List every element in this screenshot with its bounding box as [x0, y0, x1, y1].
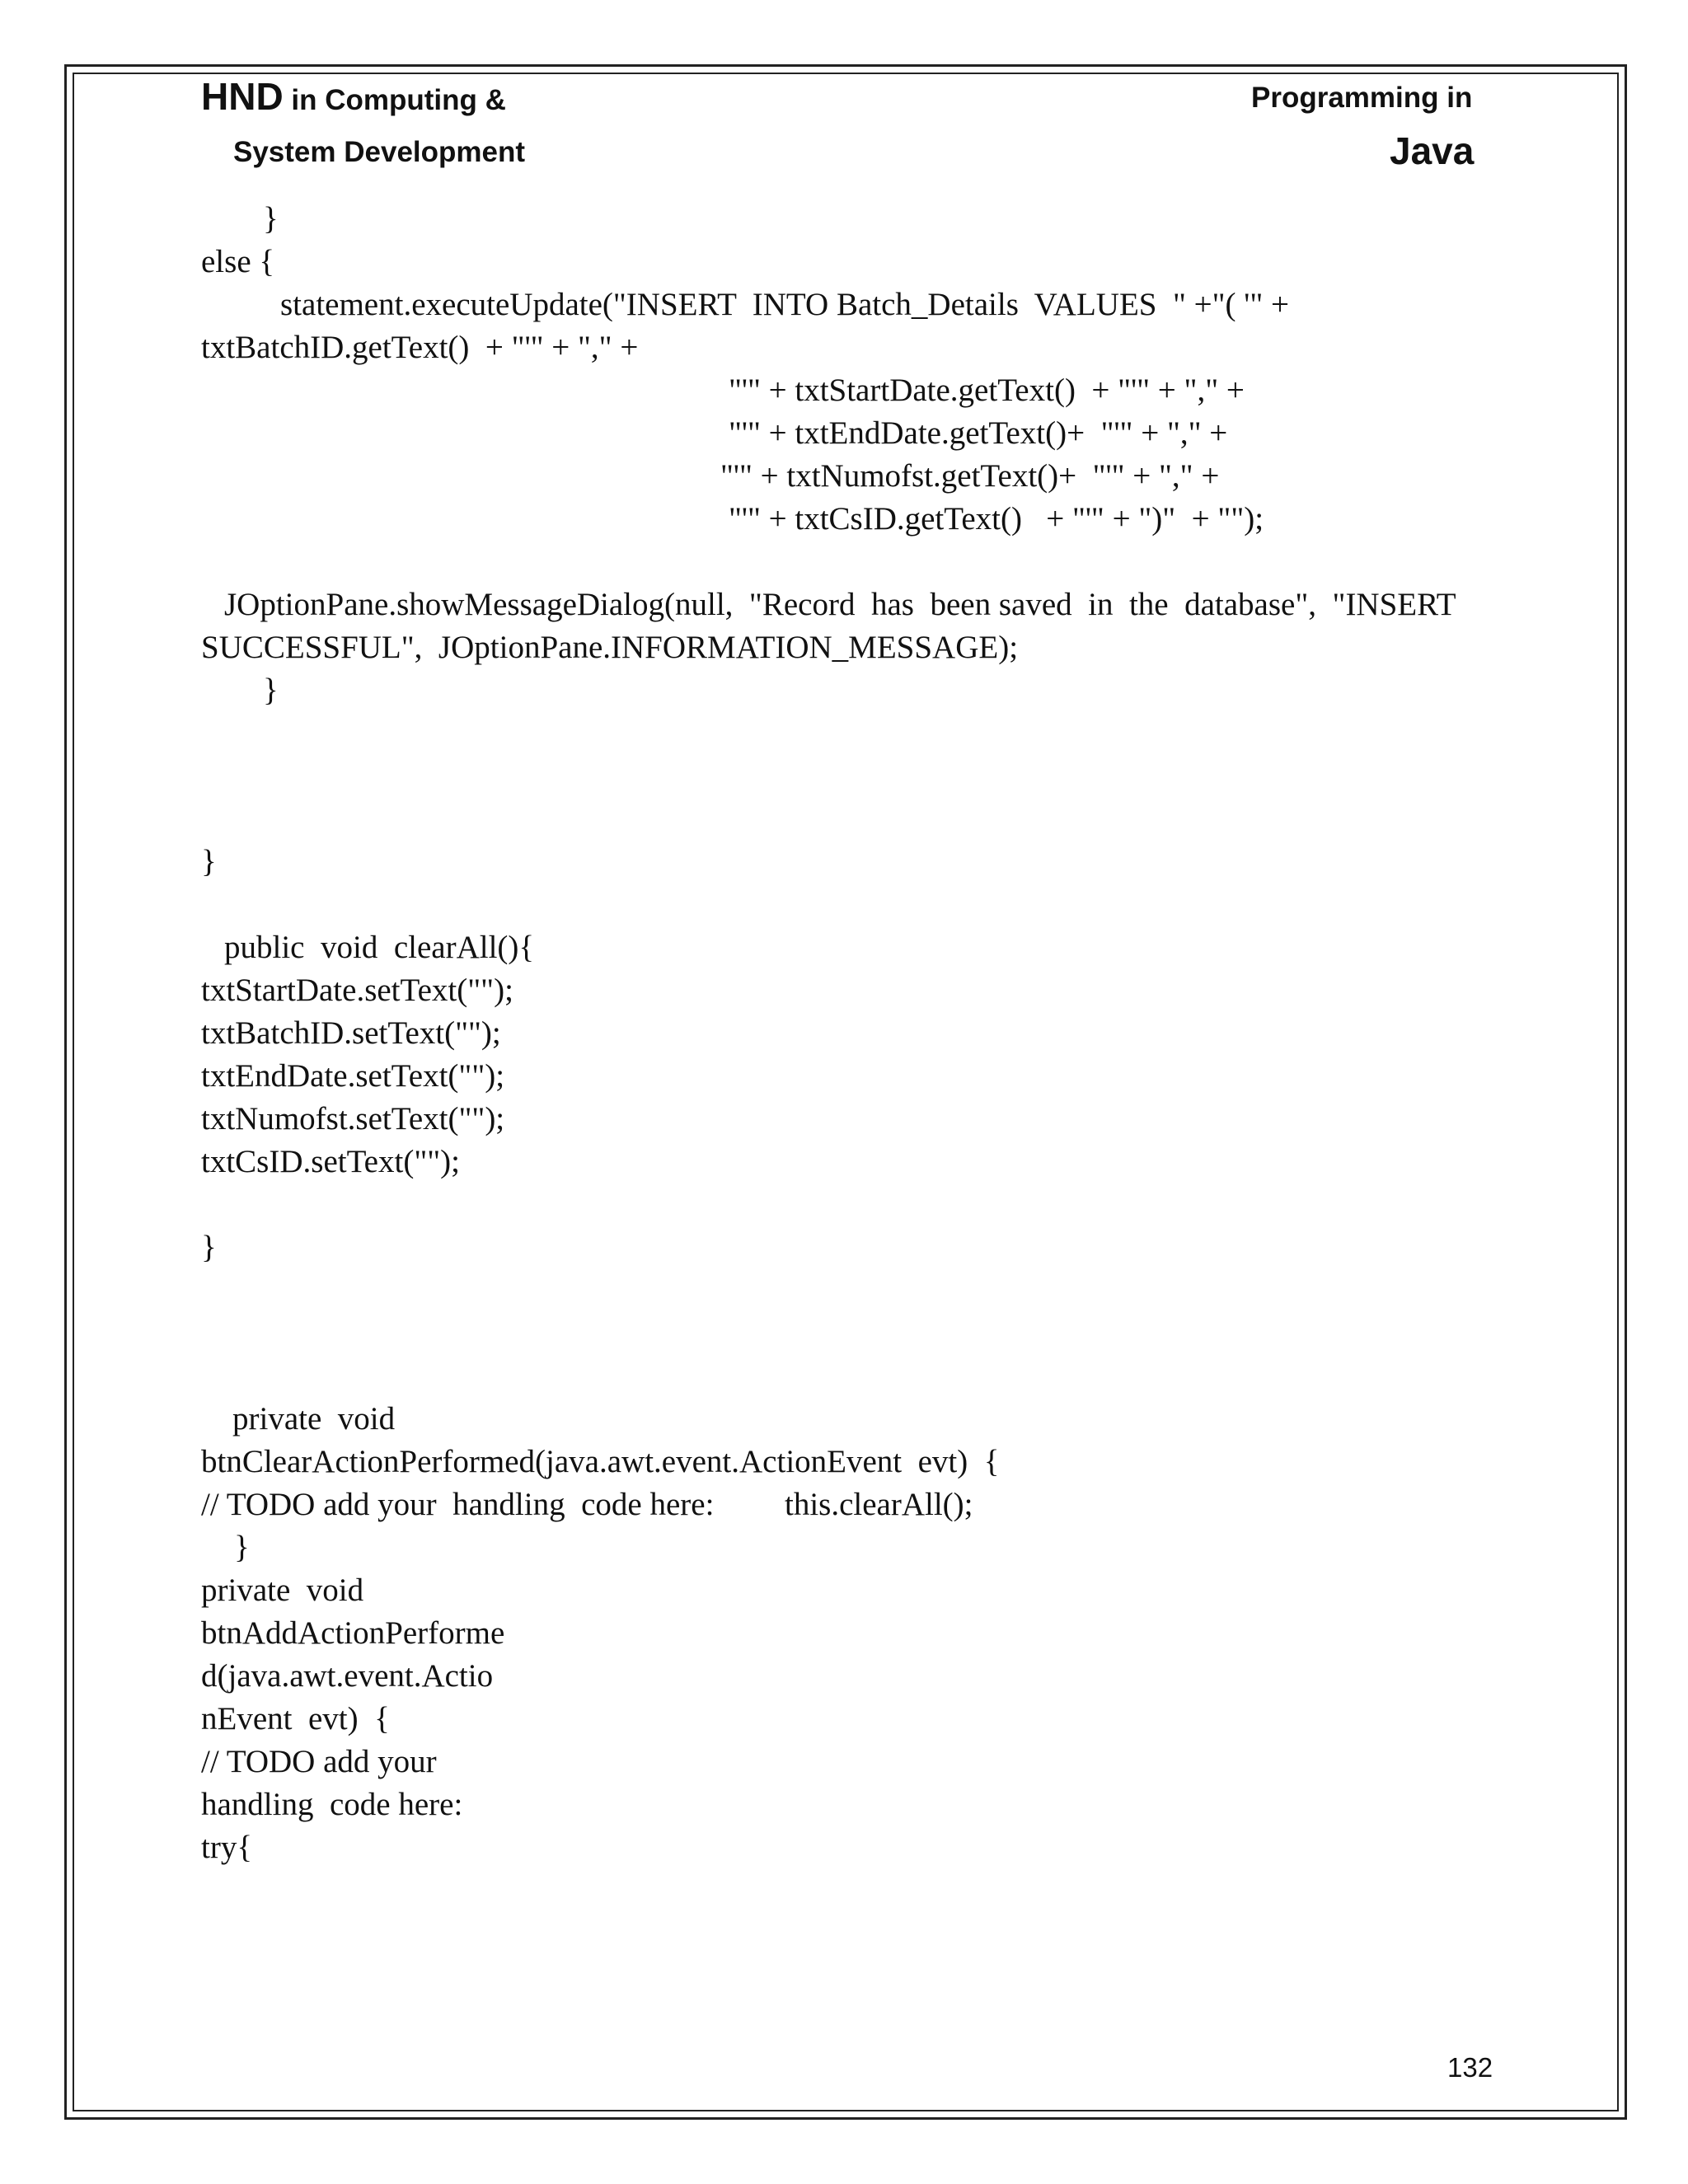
code-line: private void — [232, 1401, 396, 1436]
page-number: 132 — [1447, 2052, 1493, 2083]
code-line: // TODO add your handling code here: — [201, 1487, 715, 1522]
code-line: public void clearAll(){ — [224, 930, 535, 965]
code-line: SUCCESSFUL", JOptionPane.INFORMATION_MESSAGE); — [201, 630, 1019, 665]
code-line: txtNumofst.setText(""); — [201, 1101, 505, 1137]
header-system-development: System Development — [233, 136, 526, 168]
code-line: d(java.awt.event.Actio — [201, 1658, 494, 1694]
code-line: } — [201, 844, 217, 879]
code-line: JOptionPane.showMessageDialog(null, "Record has been saved in the database", "INSERT — [224, 587, 1456, 622]
code-line: try{ — [201, 1830, 253, 1865]
header-java: Java — [1390, 129, 1475, 172]
code-line: nEvent evt) { — [201, 1701, 390, 1736]
code-line: txtBatchID.setText(""); — [201, 1015, 501, 1051]
code-line: txtBatchID.getText() + "'" + "," + — [201, 330, 639, 365]
header-programming: Programming in — [1251, 82, 1473, 114]
code-line: "'" + txtStartDate.getText() + "'" + "," + — [729, 373, 1245, 408]
code-line: btnClearActionPerformed(java.awt.event.ActionEvent evt) { — [201, 1444, 1000, 1479]
code-line: txtEndDate.setText(""); — [201, 1058, 505, 1094]
header-hnd: HND — [201, 75, 284, 118]
code-line: statement.executeUpdate("INSERT INTO Batch_Details VALUES " +"( '" + — [280, 287, 1289, 322]
code-line: private void — [201, 1572, 364, 1608]
header-computing: in Computing & — [283, 84, 506, 116]
code-line: txtCsID.setText(""); — [201, 1144, 460, 1179]
code-line: "'" + txtCsID.getText() + "'" + ")" + ""); — [729, 501, 1264, 537]
code-line: handling code here: — [201, 1787, 463, 1822]
code-line: "'" + txtNumofst.getText()+ "'" + "," + — [720, 458, 1220, 494]
code-line: "'" + txtEndDate.getText()+ "'" + "," + — [729, 415, 1228, 451]
code-line: this.clearAll(); — [785, 1487, 973, 1522]
code-line: } — [234, 1530, 250, 1565]
code-line: else { — [201, 244, 275, 279]
code-line: btnAddActionPerforme — [201, 1615, 505, 1651]
header-course — [201, 74, 506, 119]
code-line: } — [263, 201, 279, 237]
code-line: txtStartDate.setText(""); — [201, 972, 513, 1008]
code-line: // TODO add your — [201, 1744, 437, 1779]
code-line: } — [263, 673, 279, 708]
code-line: } — [201, 1230, 217, 1265]
